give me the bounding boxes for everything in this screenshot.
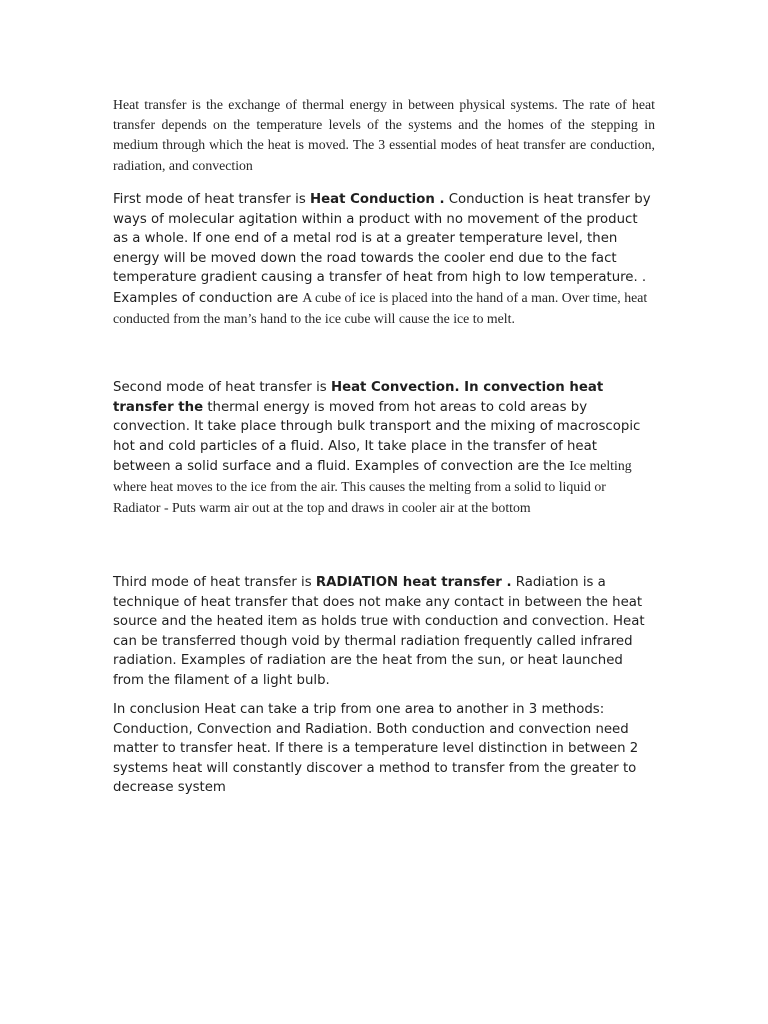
text-run: Radiation is a technique of heat transfer that does not make any contact in between the heat source and the heated item as holds true with conduction and convection. Heat can be transferred though void by thermal radiation frequently called infrared radiation. Examples of radiation are the heat from the sun, or heat launched from the filament of a light bulb.	[113, 575, 645, 688]
text-run: Third mode of heat transfer is	[113, 575, 316, 590]
paragraph-convection	[113, 378, 655, 518]
text-run: A cube of ice is placed into the hand of a man. Over time, heat conducted from the man’s hand to the ice cube will cause the ice to melt.	[113, 289, 648, 326]
text-run: Second mode of heat transfer is	[113, 380, 331, 395]
paragraph-intro	[113, 95, 655, 176]
text-run: In conclusion Heat can take a trip from one area to another in 3 methods: Conduction, Convection and Radiation. Both conduction and convection need matter to transfer heat. If there is a temperature level distinction in between 2 systems heat will constantly discover a method to transfer from the greater to decrease system	[113, 702, 639, 796]
text-run: thermal energy is moved from hot areas to cold areas by convection. It take place through bulk transport and the mixing of macroscopic hot and cold particles of a fluid. Also, It take place in the transfer of heat between a solid surface and a fluid. Examples of convection are the	[113, 399, 641, 475]
bold-term: Heat Convection. In convection heat transfer the	[113, 380, 604, 415]
bold-term: Heat Conduction .	[309, 192, 445, 207]
paragraph-radiation	[113, 573, 655, 691]
text-run: First mode of heat transfer is	[113, 192, 310, 207]
bold-term: RADIATION heat transfer .	[315, 575, 512, 590]
paragraph-conclusion	[113, 700, 655, 798]
text-run: Conduction is heat transfer by ways of molecular agitation within a product with no movement of the product as a whole. If one end of a metal rod is at a greater temperature level, then energy will be moved down the road towards the cooler end due to the fact temperature gradient causing a transfer of heat from high to low temperature. . Examples of conduction are	[113, 192, 651, 306]
text-run: Ice melting where heat moves to the ice from the air. This causes the melting from a solid to liquid or Radiator - Puts warm air out at the top and draws in cooler air at the bottom	[113, 458, 632, 515]
paragraph-conduction	[113, 190, 655, 329]
text-run: Heat transfer is the exchange of thermal energy in between physical systems. The rate of heat transfer depends on the temperature levels of the systems and the homes of the stepping in medium through which the heat is moved. The 3 essential modes of heat transfer are conduction, radiation, and convection	[113, 97, 655, 173]
